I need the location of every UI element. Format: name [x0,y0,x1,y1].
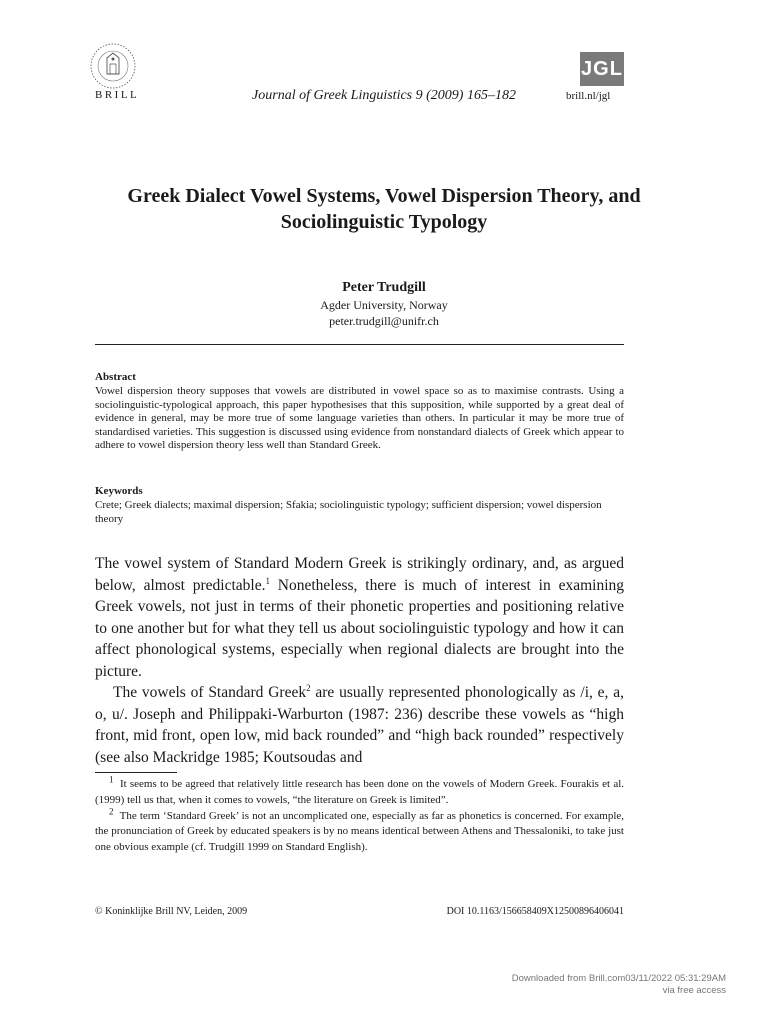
article-title: Greek Dialect Vowel Systems, Vowel Dispersion Theory, and Sociolinguistic Typology [127,185,641,233]
download-stamp-line-2: via free access [662,985,726,996]
author-email-link[interactable]: peter.trudgill@unifr.ch [329,314,439,328]
footnote-ref-1[interactable]: 1 [265,575,270,586]
download-stamp [400,973,726,997]
footnotes [95,774,625,856]
keywords-text: Crete; Greek dialects; maximal dispersion; Sfakia; sociolinguistic typology; sufficient dispersion; vowel dispersion theory [95,499,602,525]
body-text-run: Nonetheless, there is much of interest in examining Greek vowels, not just in terms of their phonetic properties and positioning relative to one another but for what they tell us about sociolinguistic typology and how it can affect phonological systems, especially when regional dialects are brought into the picture. [95,576,624,680]
brill-seal-logo [85,40,141,94]
header-divider [95,344,624,345]
footnote-text: The term ‘Standard Greek’ is not an uncomplicated one, especially as far as phonetics is concerned. For example, the pronunciation of Greek by educated speakers is by no means identical between Athens and Thessaloniki, to take just one obvious example (cf. Trudgill 1999 on Standard English). [95,809,625,854]
keywords-heading: Keywords [95,485,143,497]
footnote-1 [95,774,625,809]
footnote-number: 1 [109,774,114,785]
download-stamp-line-1: Downloaded from Brill.com03/11/2022 05:31:29AM [511,973,726,984]
body-paragraph-2 [95,682,624,768]
footnote-text: It seems to be agreed that relatively little research has been done on the vowels of Modern Greek. Fourakis et al. (1999) tell us that, when it comes to vowels, “the literature on Greek is limited”. [95,778,625,806]
journal-url-link[interactable]: brill.nl/jgl [566,90,611,102]
footnote-2 [95,805,625,856]
body-text-run: are usually represented phonologically as /i, e, a, o, u/. Joseph and Philippaki-Warburton (1987: 236) describe these vowels as “high front, mid front, open low, mid back rounded” and “high back rounded” respectively (see also Mackridge 1985; Koutsoudas and [95,684,624,766]
abstract-text: Vowel dispersion theory supposes that vowels are distributed in vowel space so as to maximise contrasts. Using a sociolinguistic-typological approach, this paper hypothesises that this supposition, while supported by a great deal of evidence in general, may be more true of some language varieties than others. In particular it may be more true of standardised varieties. This suggestion is discussed using evidence from nonstandard dialects of Greek which appear to adhere to vowel dispersion theory less well than Standard Greek. [95,385,624,452]
journal-citation: Journal of Greek Linguistics 9 (2009) 165–182 [252,88,516,103]
body-paragraph-1 [95,553,624,682]
body-text-run: The vowels of Standard Greek [113,684,307,701]
doi-link[interactable]: DOI 10.1163/156658409X12500896406041 [446,906,624,917]
jgl-logo: JGL [580,52,624,86]
footnote-number: 2 [109,805,114,816]
footnote-divider [95,772,177,773]
body-text-run: The vowel system of Standard Modern Greek is strikingly ordinary, and, as argued below, almost predictable. [95,555,624,594]
publisher-name: BRILL [95,89,140,101]
copyright-notice: © Koninklijke Brill NV, Leiden, 2009 [95,906,248,917]
footnote-ref-2[interactable]: 2 [306,682,311,693]
article-body [95,553,624,768]
abstract-heading: Abstract [95,371,136,383]
author-affiliation: Agder University, Norway [320,298,448,312]
author-name: Peter Trudgill [342,280,426,295]
